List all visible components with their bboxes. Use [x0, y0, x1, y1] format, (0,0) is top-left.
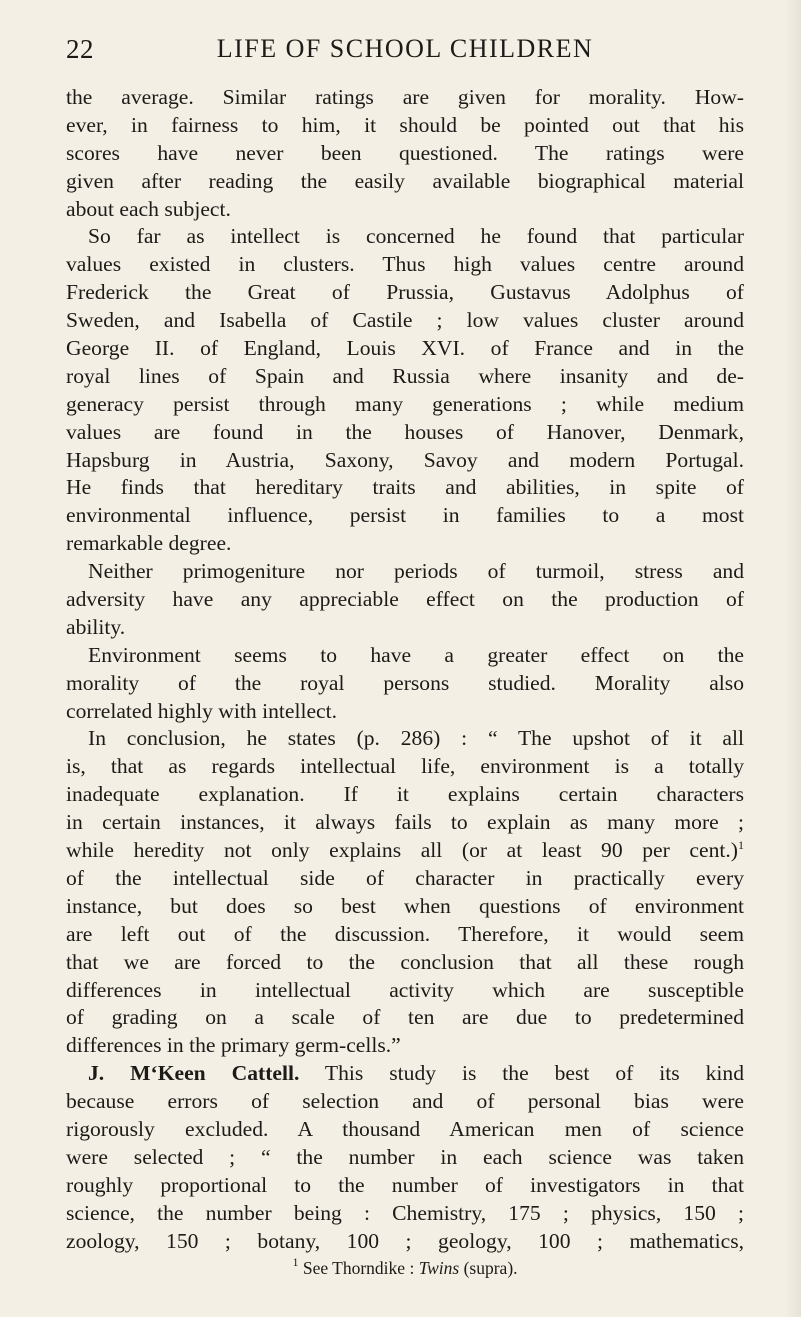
text-line	[66, 279, 744, 307]
text-line-content: inadequate explanation. If it explains certain characters	[66, 782, 744, 807]
text-line	[66, 949, 744, 977]
text-line	[66, 893, 744, 921]
text-line-content: in certain instances, it always fails to explain as many more ;	[66, 810, 744, 835]
text-line-content: about each subject.	[66, 196, 231, 221]
text-line-content: correlated highly with intellect.	[66, 698, 338, 723]
text-line-content: Hapsburg in Austria, Saxony, Savoy and modern Portugal.	[66, 447, 744, 472]
text-line	[66, 391, 744, 419]
text-line-content: values existed in clusters. Thus high values centre around	[66, 252, 744, 277]
text-line-content: are left out of the discussion. Therefore, it would seem	[66, 921, 744, 946]
text-line-content: roughly proportional to the number of investigators in that	[66, 1172, 744, 1197]
footnote-tail: (supra).	[459, 1258, 518, 1279]
footnote-text: See Thorndike :	[298, 1258, 419, 1279]
text-line-content: zoology, 150 ; botany, 100 ; geology, 100 ; mathematics,	[66, 1228, 744, 1253]
body-text	[66, 84, 744, 1279]
text-line-content: generacy persist through many generations ; while medium	[66, 391, 744, 416]
text-line	[66, 335, 744, 363]
text-line-content: rigorously excluded. A thousand American men of science	[66, 1116, 744, 1141]
text-line	[66, 1200, 744, 1228]
text-line	[66, 977, 744, 1005]
text-line	[66, 474, 744, 502]
text-line-content: of the intellectual side of character in practically every	[66, 865, 744, 890]
text-line	[66, 921, 744, 949]
text-line-content: that we are forced to the conclusion that all these rough	[66, 949, 744, 974]
text-line-content: of grading on a scale of ten are due to predetermined	[66, 1005, 744, 1030]
footnote-title: Twins	[418, 1258, 460, 1279]
text-line	[66, 586, 744, 614]
text-line-content: ever, in fairness to him, it should be pointed out that his	[66, 112, 744, 137]
text-line	[66, 558, 744, 586]
text-line-content: Frederick the Great of Prussia, Gustavus Adolphus of	[66, 280, 744, 305]
text-line	[66, 363, 744, 391]
text-line	[66, 112, 744, 140]
author-name: J. M‘Keen Cattell.	[88, 1061, 300, 1086]
text-line-content: In conclusion, he states (p. 286) : “ The upshot of it all	[88, 726, 744, 751]
text-line	[66, 753, 744, 781]
footnote	[66, 1257, 744, 1279]
text-line	[66, 168, 744, 196]
text-line-content: remarkable degree.	[66, 531, 232, 556]
page-edge	[785, 0, 801, 1317]
text-line	[66, 223, 744, 251]
text-line-content: ability.	[66, 614, 126, 639]
text-line-content: This study is the best of its kind	[299, 1061, 744, 1086]
text-line	[66, 1228, 744, 1256]
text-line-content: Environment seems to have a greater effect on the	[88, 642, 744, 667]
text-line-content: while heredity not only explains all (or at least 90 per cent.)	[66, 838, 738, 863]
text-line	[66, 614, 744, 642]
text-line	[66, 251, 744, 279]
text-line	[66, 642, 744, 670]
text-line-content: Sweden, and Isabella of Castile ; low values cluster around	[66, 308, 744, 333]
text-line	[66, 502, 744, 530]
text-line-content: science, the number being : Chemistry, 175 ; physics, 150 ;	[66, 1200, 744, 1225]
text-line	[66, 698, 744, 726]
text-line	[66, 865, 744, 893]
text-line-content: because errors of selection and of personal bias were	[66, 1089, 744, 1114]
text-line-content: environmental influence, persist in families to a most	[66, 503, 744, 528]
text-line-content: given after reading the easily available biographical material	[66, 168, 744, 193]
text-line-content: morality of the royal persons studied. Morality also	[66, 670, 744, 695]
text-line	[66, 196, 744, 224]
text-line	[66, 307, 744, 335]
text-line	[66, 809, 744, 837]
text-line	[66, 1116, 744, 1144]
footnote-marker: 1	[738, 838, 744, 853]
text-line	[66, 837, 744, 865]
text-line-content: instance, but does so best when questions of environment	[66, 893, 744, 918]
text-line	[66, 419, 744, 447]
text-line	[66, 1172, 744, 1200]
text-line-content: the average. Similar ratings are given for morality. How-	[66, 85, 744, 109]
text-line	[66, 725, 744, 753]
text-line-content: royal lines of Spain and Russia where insanity and de-	[66, 363, 744, 388]
text-line	[66, 781, 744, 809]
text-line-content: differences in intellectual activity which are susceptible	[66, 977, 744, 1002]
text-line	[66, 1004, 744, 1032]
text-line	[66, 530, 744, 558]
text-line-content: George II. of England, Louis XVI. of France and in the	[66, 336, 744, 361]
text-line-content: Neither primogeniture nor periods of turmoil, stress and	[88, 559, 744, 584]
text-line-content: values are found in the houses of Hanover, Denmark,	[66, 419, 744, 444]
text-line-content: adversity have any appreciable effect on the production of	[66, 587, 744, 612]
text-line-content: were selected ; “ the number in each science was taken	[66, 1144, 744, 1169]
text-line	[66, 140, 744, 168]
page-header	[66, 34, 744, 70]
text-line-content: He finds that hereditary traits and abilities, in spite of	[66, 475, 744, 500]
footnote-number: 1	[292, 1255, 299, 1270]
text-line	[66, 1144, 744, 1172]
text-line-content: is, that as regards intellectual life, environment is a totally	[66, 754, 744, 779]
text-line	[66, 1060, 744, 1088]
page-number: 22	[66, 34, 94, 64]
text-line-content: scores have never been questioned. The ratings were	[66, 140, 744, 165]
text-line	[66, 84, 744, 112]
text-line-content: differences in the primary germ-cells.”	[66, 1033, 401, 1058]
text-line	[66, 1088, 744, 1116]
running-title: LIFE OF SCHOOL CHILDREN	[216, 34, 594, 63]
text-line-content: So far as intellect is concerned he found that particular	[88, 224, 744, 249]
text-line	[66, 1032, 744, 1060]
text-line	[66, 447, 744, 475]
text-line	[66, 670, 744, 698]
